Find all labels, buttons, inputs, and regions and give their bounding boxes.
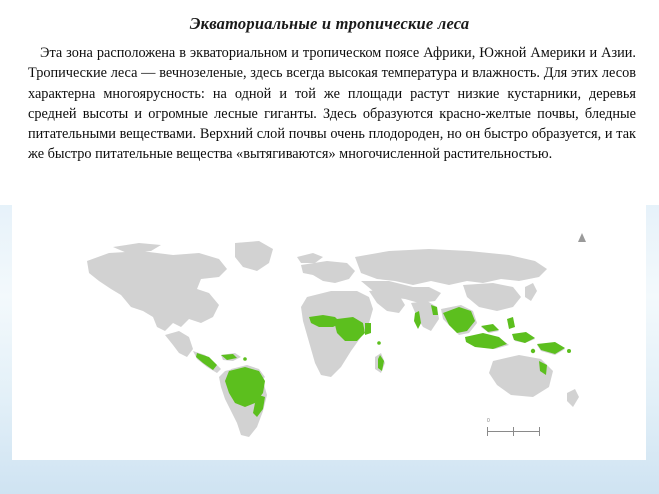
scale-bar-tick-mid: [513, 427, 514, 436]
compass-arrow-icon: [578, 233, 586, 242]
world-map: [69, 231, 591, 452]
scale-bar-tick-start: [487, 427, 488, 436]
scale-bar-tick-end: [539, 427, 540, 436]
page-title: Экваториальные и тропические леса: [189, 14, 470, 33]
scale-bar-label: 0: [487, 418, 490, 424]
body-paragraph: Эта зона расположена в экваториальном и тропическом поясе Африки, Южной Америки и Азии. Тропические леса — вечнозеленые, здесь всегда высокая температура и влажность. Для этих лесов характерна многоярусность: на одной и той же площади растут низкие кустарники, деревья средней высоты и огромные лесные гиганты. Здесь образуются красно-желтые почвы, бледные питательными веществами. Верхний слой почвы очень плодороден, но он быстро образуется, и так же быстро питательные вещества «вытягиваются» многочисленной растительностью.: [28, 45, 636, 163]
world-map-svg: [69, 231, 591, 452]
compass-icon: [573, 231, 591, 253]
map-scale-bar: [487, 420, 573, 442]
